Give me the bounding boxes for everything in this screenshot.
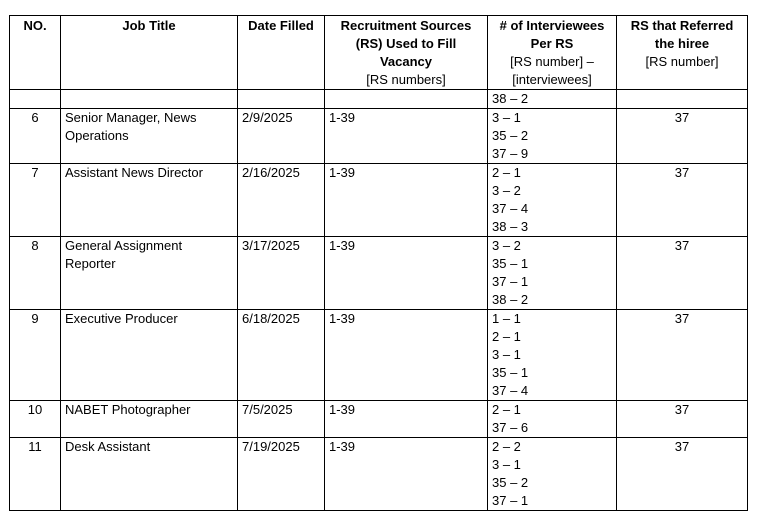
- cell-no: 7: [10, 164, 61, 237]
- interviewee-entry: 35 – 2: [492, 475, 529, 490]
- cell-referred: 37: [617, 109, 748, 164]
- cell-interviewees: 38 – 2: [488, 90, 617, 109]
- cell-rs-used: 1-39: [325, 237, 488, 310]
- cell-interviewees: [488, 310, 617, 401]
- header-recruitment-sources-title: Recruitment Sources (RS) Used to Fill Vacancy: [340, 18, 472, 69]
- table-row: [10, 310, 748, 401]
- cell-rs-used: 1-39: [325, 438, 488, 511]
- cell-referred: 37: [617, 401, 748, 438]
- cell-rs-used: 1-39: [325, 401, 488, 438]
- cell-interviewees: [488, 164, 617, 237]
- cell-no: 10: [10, 401, 61, 438]
- interviewee-entry: 3 – 1: [492, 347, 521, 362]
- cell-date-filled: [238, 90, 325, 109]
- interviewee-entry: 37 – 1: [492, 493, 529, 508]
- interviewee-entry: 37 – 4: [492, 201, 529, 216]
- header-referred-source-sub: [RS number]: [645, 54, 719, 69]
- cell-interviewees: [488, 237, 617, 310]
- header-interviewees-title: # of Interviewees Per RS: [499, 18, 605, 51]
- cell-referred: 37: [617, 310, 748, 401]
- interviewee-entry: 2 – 2: [492, 439, 521, 454]
- cell-date-filled: 2/16/2025: [238, 164, 325, 237]
- cell-job-title: NABET Photographer: [61, 401, 238, 438]
- cell-date-filled: 6/18/2025: [238, 310, 325, 401]
- header-referred-source-title: RS that Referred the hiree: [630, 18, 734, 51]
- interviewee-entry: 37 – 4: [492, 383, 529, 398]
- cell-no: 11: [10, 438, 61, 511]
- interviewee-entry: 2 – 1: [492, 165, 521, 180]
- table-row: [10, 237, 748, 310]
- header-interviewees-sub: [RS number] – [interviewees]: [510, 54, 594, 87]
- cell-date-filled: 2/9/2025: [238, 109, 325, 164]
- interviewee-entry: 37 – 1: [492, 274, 529, 289]
- cell-job-title: Senior Manager, News Operations: [61, 109, 238, 164]
- header-no: NO.: [10, 16, 61, 90]
- cell-interviewees: [488, 109, 617, 164]
- cell-interviewees: [488, 401, 617, 438]
- cell-interviewees: [488, 438, 617, 511]
- table-row: [10, 438, 748, 511]
- cell-rs-used: 1-39: [325, 310, 488, 401]
- table-header-row: [10, 16, 748, 90]
- cell-date-filled: 7/5/2025: [238, 401, 325, 438]
- cell-job-title: Assistant News Director: [61, 164, 238, 237]
- interviewee-entry: 3 – 1: [492, 457, 521, 472]
- interviewee-entry: 38 – 3: [492, 219, 529, 234]
- cell-date-filled: 3/17/2025: [238, 237, 325, 310]
- header-job-title: Job Title: [61, 16, 238, 90]
- continuation-row: [10, 90, 748, 109]
- interviewee-entry: 35 – 1: [492, 256, 529, 271]
- cell-referred: 37: [617, 164, 748, 237]
- cell-rs-used: 1-39: [325, 164, 488, 237]
- table-row: [10, 164, 748, 237]
- cell-date-filled: 7/19/2025: [238, 438, 325, 511]
- interviewee-entry: 2 – 1: [492, 329, 521, 344]
- cell-no: 9: [10, 310, 61, 401]
- table-row: [10, 401, 748, 438]
- header-date-filled: Date Filled: [238, 16, 325, 90]
- cell-rs-used: 1-39: [325, 109, 488, 164]
- cell-referred: 37: [617, 237, 748, 310]
- interviewee-entry: 2 – 1: [492, 402, 521, 417]
- cell-no: 6: [10, 109, 61, 164]
- interviewee-entry: 3 – 1: [492, 110, 521, 125]
- interviewee-entry: 1 – 1: [492, 311, 521, 326]
- cell-job-title: Desk Assistant: [61, 438, 238, 511]
- cell-referred: [617, 90, 748, 109]
- interviewee-entry: 37 – 9: [492, 146, 529, 161]
- cell-no: [10, 90, 61, 109]
- cell-job-title: Executive Producer: [61, 310, 238, 401]
- interviewee-entry: 3 – 2: [492, 238, 521, 253]
- cell-job-title: [61, 90, 238, 109]
- header-recruitment-sources-sub: [RS numbers]: [366, 72, 446, 87]
- cell-referred: 37: [617, 438, 748, 511]
- table-row: [10, 109, 748, 164]
- interviewee-entry: 35 – 2: [492, 128, 529, 143]
- header-referred-source: [617, 16, 748, 90]
- cell-job-title: General Assignment Reporter: [61, 237, 238, 310]
- recruitment-table: [9, 15, 748, 511]
- interviewee-entry: 37 – 6: [492, 420, 529, 435]
- header-interviewees: [488, 16, 617, 90]
- header-recruitment-sources: [325, 16, 488, 90]
- interviewee-entry: 3 – 2: [492, 183, 521, 198]
- cell-no: 8: [10, 237, 61, 310]
- interviewee-entry: 38 – 2: [492, 292, 529, 307]
- cell-rs-used: [325, 90, 488, 109]
- interviewee-entry: 35 – 1: [492, 365, 529, 380]
